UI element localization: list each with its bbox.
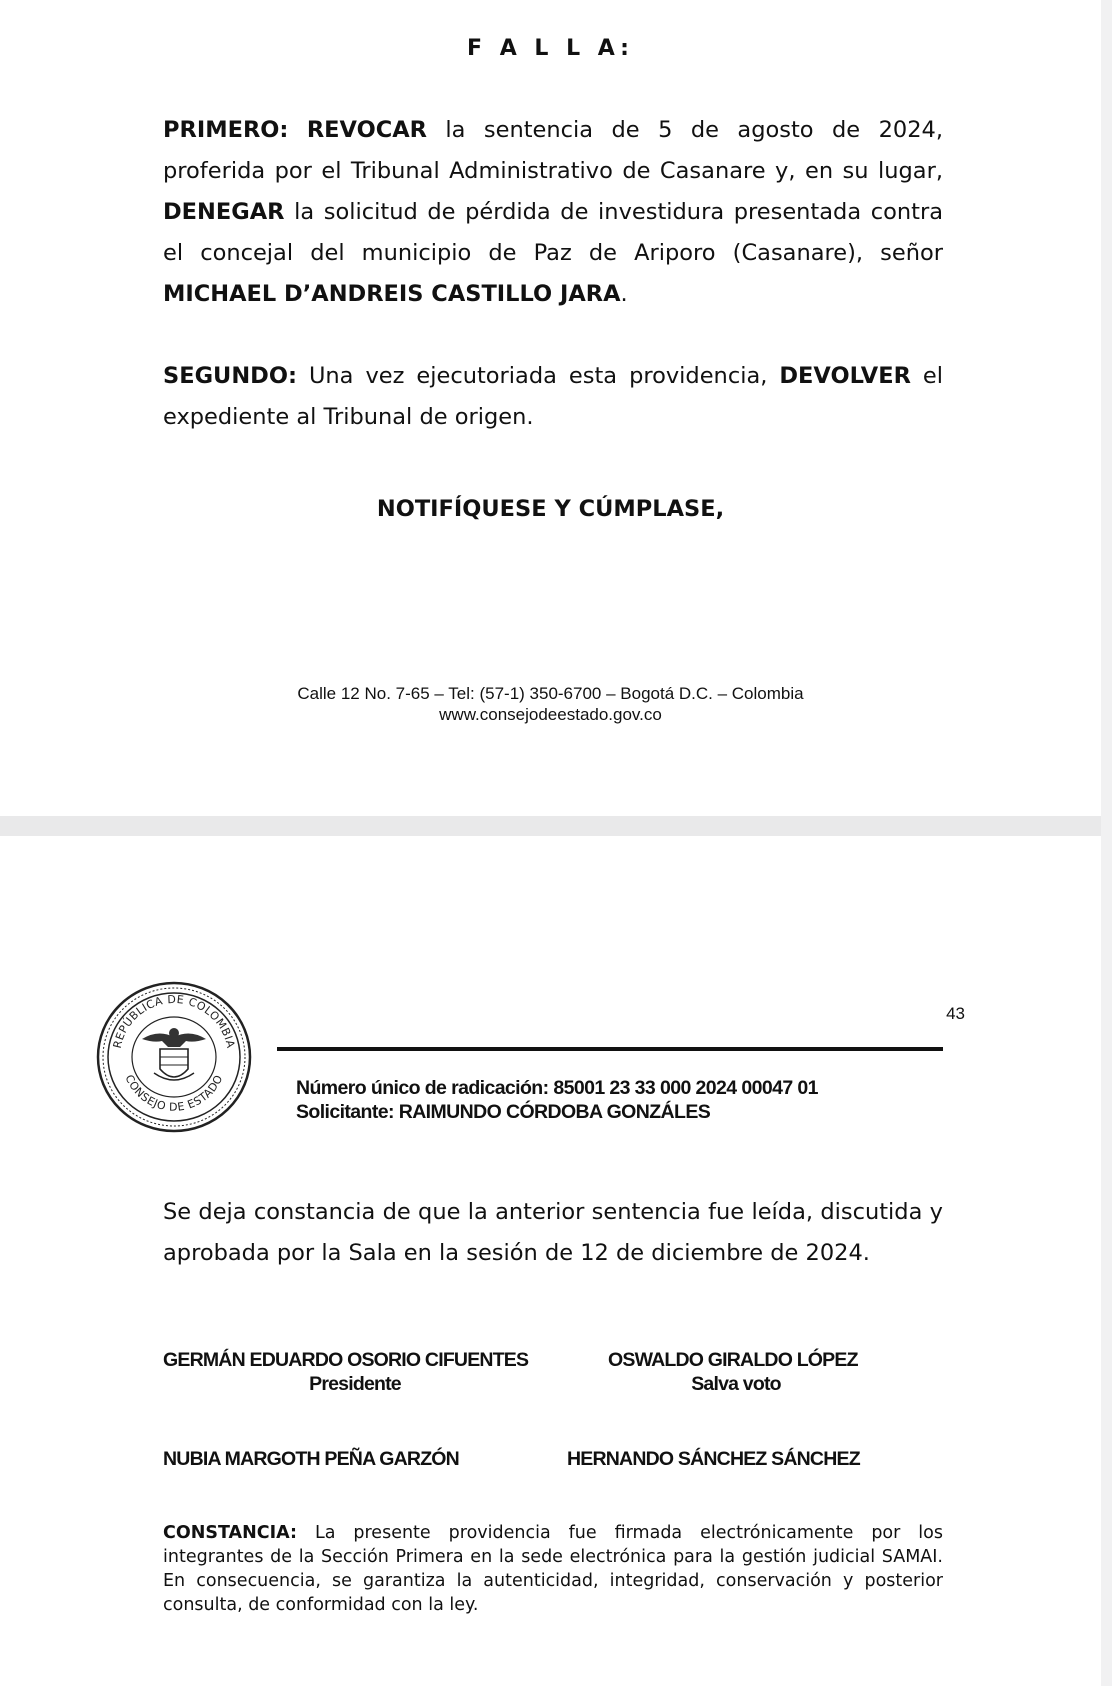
header-rule [277,1047,943,1051]
constancia-label: CONSTANCIA: [163,1523,297,1543]
signatory-name: NUBIA MARGOTH PEÑA GARZÓN [163,1448,459,1470]
segundo-text-2: el expediente al Tribunal de origen. [163,363,944,430]
footer-address: Calle 12 No. 7-65 – Tel: (57-1) 350-6700 – Bogotá D.C. – Colombia [297,684,804,703]
seal-bottom-text: CONSEJO DE ESTADO [122,1072,226,1114]
segundo-verb: DEVOLVER [779,363,911,389]
signatory-sanchez [567,1447,897,1471]
signatory-pena [163,1447,523,1471]
closing-formula: NOTIFÍQUESE Y CÚMPLASE, [376,496,725,522]
electronic-signature-notice [163,1521,943,1617]
page-number: 43 [946,1004,965,1023]
ruling-heading: F A L L A: [467,36,634,61]
signatory-role: Salva voto [691,1373,781,1395]
consejo-de-estado-seal-icon [94,977,254,1137]
primero-label: PRIMERO: [163,117,289,143]
signatory-name: HERNANDO SÁNCHEZ SÁNCHEZ [567,1448,860,1470]
applicant: Solicitante: RAIMUNDO CÓRDOBA GONZÁLES [296,1101,711,1123]
footer-website[interactable]: www.consejodeestado.gov.co [439,705,662,724]
councilor-name: MICHAEL D’ANDREIS CASTILLO JARA [163,281,621,307]
signatory-giraldo [608,1348,888,1396]
document-page-1 [0,0,1101,816]
signatory-osorio [163,1348,563,1396]
svg-text:CONSEJO DE ESTADO [122,1073,225,1114]
approval-statement: Se deja constancia de que la anterior sentencia fue leída, discutida y aprobada por la Sala en la sesión de 12 de diciembre de 2024. [163,1199,943,1266]
primero-text-1: la sentencia de 5 de agosto de 2024, proferida por el Tribunal Administrativo de Casanare y, en su lugar, [163,117,943,184]
segundo-text-1: Una vez ejecutoriada esta providencia, [296,363,780,389]
segundo-label: SEGUNDO: [163,363,297,389]
signatory-name: GERMÁN EDUARDO OSORIO CIFUENTES [163,1349,529,1371]
page-footer [0,683,1101,725]
primero-text-2: la solicitud de pérdida de investidura presentada contra el concejal del municipio de Paz de Ariporo (Casanare), señor [163,199,943,266]
constancia-text: La presente providencia fue firmada electrónicamente por los integrantes de la Sección Primera en la sede electrónica para la gestión judicial SAMAI. En consecuencia, se garantiza la autenticidad, integridad, conservación y posterior consulta, de conformidad con la ley. [163,1523,943,1615]
viewer-right-margin [1101,0,1112,1686]
document-page-2 [0,836,1101,1686]
primero-end: . [620,281,628,307]
signatory-name: OSWALDO GIRALDO LÓPEZ [608,1349,858,1371]
seal-top-text: REPÚBLICA DE COLOMBIA [110,992,238,1050]
primero-paragraph [163,110,943,315]
primero-verb: REVOCAR [306,117,427,143]
case-info [296,1076,956,1124]
case-number: Número único de radicación: 85001 23 33 000 2024 00047 01 [296,1077,818,1099]
primero-verb-2: DENEGAR [163,199,285,225]
segundo-paragraph [163,356,943,438]
signatory-role: Presidente [309,1373,401,1395]
